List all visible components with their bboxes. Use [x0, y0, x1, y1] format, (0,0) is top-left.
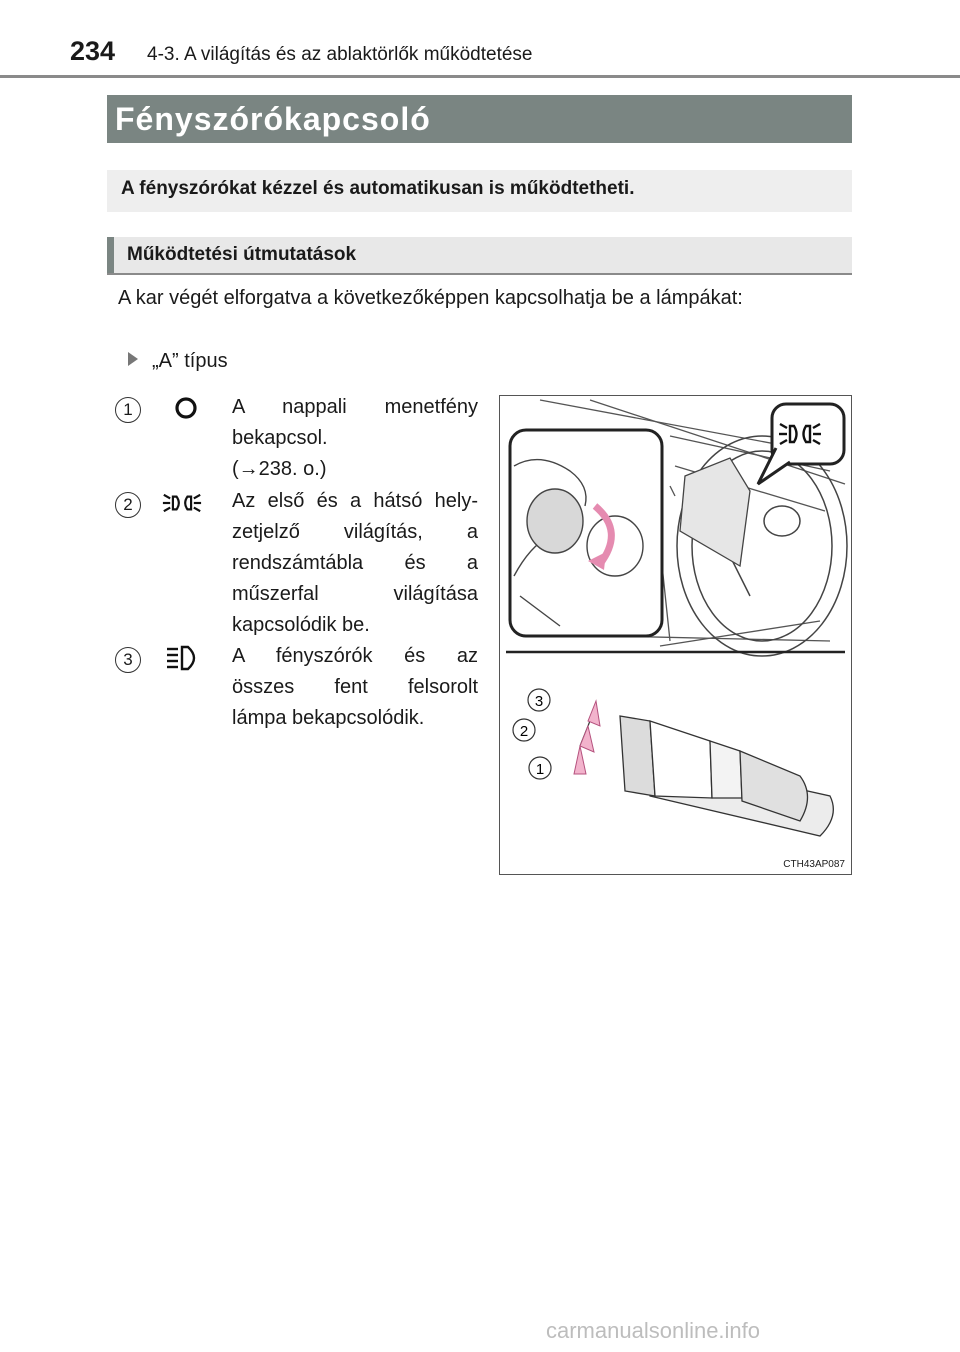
item-1-line-3: (→238. o.)	[232, 458, 327, 480]
triangle-bullet-icon	[128, 352, 138, 366]
section-heading-bar	[107, 237, 114, 273]
item-3-line-3: lámpa bekapcsolódik.	[232, 707, 425, 729]
item-2-line-4: műszerfal világítása	[232, 583, 478, 605]
parking-lights-icon	[162, 488, 202, 518]
item-2-line-5: kapcsolódik be.	[232, 614, 370, 636]
headlight-icon	[164, 643, 204, 673]
instrument-cluster	[680, 458, 750, 566]
section-heading	[107, 237, 852, 275]
summary-text: A fényszórókat kézzel és automatikusan is működtetheti.	[121, 178, 635, 199]
figure-label-3: 3	[534, 693, 544, 710]
summary-box	[107, 170, 852, 212]
item-3-line-1: A fényszórók és az	[232, 645, 478, 667]
header-divider	[0, 75, 960, 78]
illustration-drawing	[500, 396, 851, 874]
section-heading-text: Működtetési útmutatások	[127, 244, 357, 265]
figure-code: CTH43AP087	[783, 859, 845, 870]
drl-icon	[166, 393, 206, 423]
item-1-line-1: A nappali menetfény	[232, 396, 478, 418]
page-number: 234	[70, 36, 116, 66]
item-number-2: 2	[115, 492, 141, 518]
stalk-drawing	[620, 716, 833, 836]
figure-number-labels	[513, 689, 551, 779]
watermark: carmanualsonline.info	[546, 1318, 761, 1343]
item-2-line-3: rendszámtábla és a	[232, 552, 478, 574]
item-3-line-2: összes fent felsorolt	[232, 676, 478, 698]
page-title: Fényszórókapcsoló	[115, 101, 431, 137]
item-text-2	[232, 486, 478, 641]
figure-label-2: 2	[519, 723, 529, 740]
item-number-1: 1	[115, 397, 141, 423]
item-number-3: 3	[115, 647, 141, 673]
item-1-line-2: bekapcsol.	[232, 427, 328, 449]
type-label	[128, 350, 228, 373]
figure-label-1: 1	[535, 761, 545, 778]
item-text-3	[232, 641, 478, 734]
chapter-title: 4-3. A világítás és az ablaktörlők működtetése	[147, 44, 533, 65]
title-bar	[107, 95, 852, 143]
headlight-switch-illustration	[499, 395, 852, 875]
intro-paragraph: A kar végét elforgatva a következőképpen kapcsolhatja be a lámpákat:	[118, 287, 743, 309]
item-2-line-2: zetjelző világítás, a	[232, 521, 478, 543]
position-arrows	[574, 701, 600, 774]
item-text-1	[232, 392, 478, 485]
item-2-line-1: Az első és a hátsó hely-	[232, 490, 478, 512]
type-label-text: „A” típus	[152, 350, 228, 372]
